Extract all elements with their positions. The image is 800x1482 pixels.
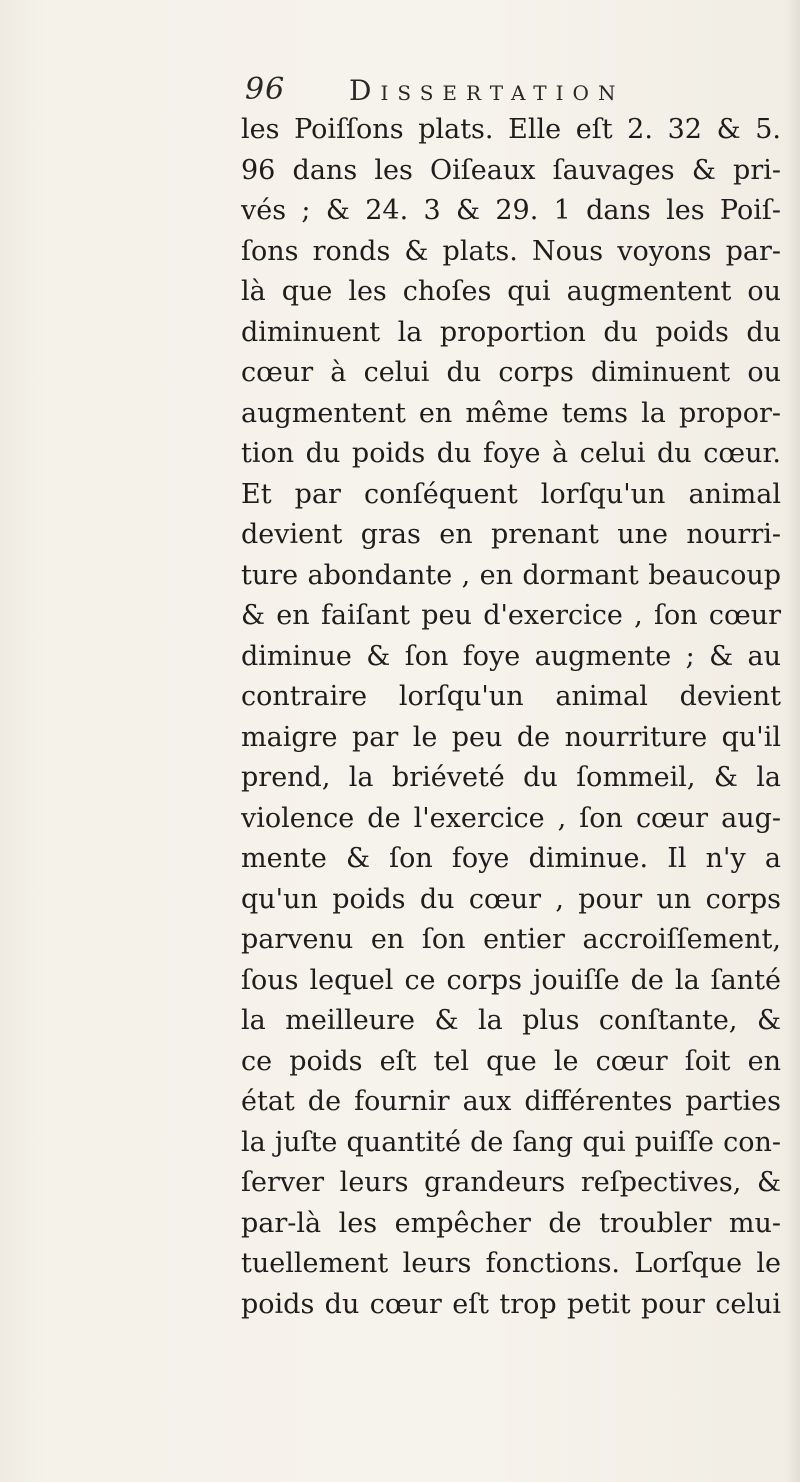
text-line: la meilleure & la plus conſtante, &	[241, 1005, 781, 1036]
text-line: violence de l'exercice , ſon cœur aug-	[241, 802, 781, 834]
text-line: maigre par le peu de nourriture qu'il	[241, 721, 781, 753]
text-line: ture abondante , en dormant beaucoup	[241, 559, 781, 591]
page-edge-shadow	[786, 0, 800, 1482]
page-header	[245, 72, 685, 112]
text-line: les Poiſſons plats. Elle eſt 2. 32 & 5.	[241, 114, 781, 145]
text-line: 96 dans les Oiſeaux ſauvages & pri-	[241, 154, 781, 186]
text-line: état de fournir aux différentes parties	[241, 1086, 781, 1117]
text-line: devient gras en prenant une nourri-	[241, 519, 781, 550]
running-title: Dissertation	[349, 74, 625, 107]
text-line: diminue & ſon foye augmente ; & au	[241, 640, 781, 672]
text-line: prend, la briéveté du ſommeil, & la	[241, 762, 781, 793]
text-line: diminuent la proportion du poids du	[241, 316, 781, 348]
text-line: la juſte quantité de ſang qui puiſſe con-	[241, 1126, 781, 1158]
text-line: augmentent en même tems la propor-	[241, 397, 781, 429]
text-line: ſous lequel ce corps jouiſſe de la ſanté	[241, 964, 781, 996]
text-line: poids du cœur eſt trop petit pour celui	[241, 1288, 781, 1320]
text-line: Et par conſéquent lorſqu'un animal	[241, 478, 781, 510]
text-line: qu'un poids du cœur , pour un corps	[241, 883, 781, 915]
page-number: 96	[245, 72, 286, 107]
text-line: contraire lorſqu'un animal devient	[241, 681, 781, 712]
body-text	[241, 110, 781, 1325]
text-line: tion du poids du foye à celui du cœur.	[241, 438, 781, 469]
text-line: parvenu en ſon entier accroiſſement,	[241, 924, 781, 955]
text-line: cœur à celui du corps diminuent ou	[241, 357, 781, 388]
text-line: vés ; & 24. 3 & 29. 1 dans les Poiſ-	[241, 195, 781, 226]
text-line: ſerver leurs grandeurs reſpectives, &	[241, 1167, 781, 1198]
text-line: mente & ſon foye diminue. Il n'y a	[241, 843, 781, 874]
text-line: ce poids eſt tel que le cœur ſoit en	[241, 1045, 781, 1077]
text-line: ſons ronds & plats. Nous voyons par-	[241, 235, 781, 267]
text-line: là que les choſes qui augmentent ou	[241, 276, 781, 307]
text-line: par-là les empêcher de troubler mu-	[241, 1207, 781, 1239]
text-line: & en faiſant peu d'exercice , ſon cœur	[241, 600, 781, 631]
text-line: tuellement leurs fonctions. Lorſque le	[241, 1248, 781, 1279]
